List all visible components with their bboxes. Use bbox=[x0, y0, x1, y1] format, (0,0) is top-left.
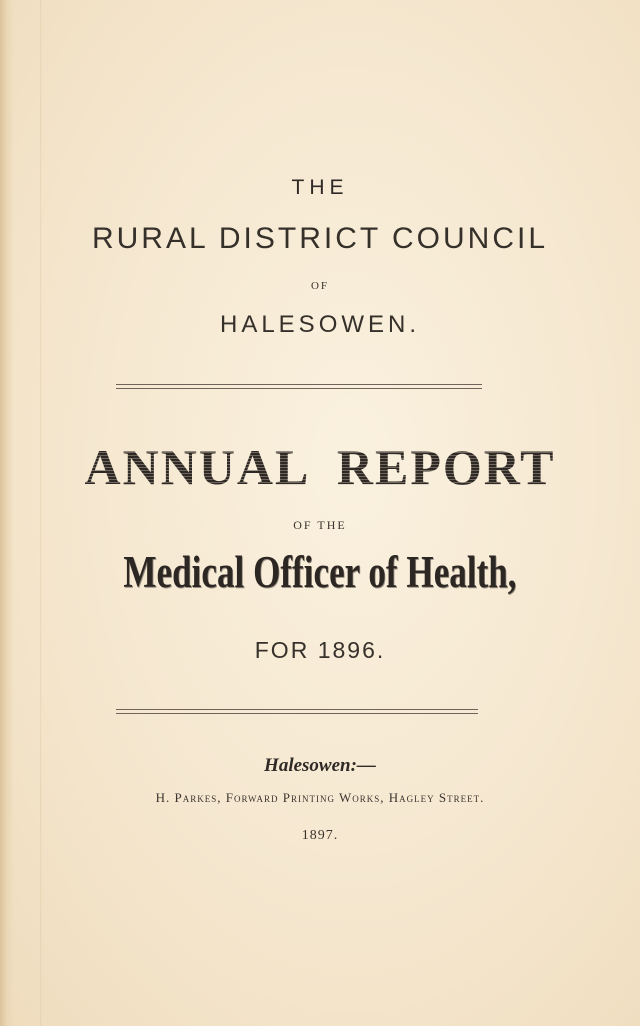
heading-the: THE bbox=[291, 176, 349, 199]
double-rule-top bbox=[116, 384, 482, 389]
heading-town: HALESOWEN. bbox=[219, 311, 421, 338]
officer-title: Medical Officer of Health, bbox=[123, 547, 517, 597]
imprint-place: Halesowen:— bbox=[264, 755, 376, 776]
imprint-year: 1897. bbox=[301, 828, 339, 843]
page-left-edge bbox=[0, 0, 14, 1026]
subheading-of-the: OF THE bbox=[293, 518, 347, 532]
heading-of: OF bbox=[310, 280, 330, 292]
heading-council: RURAL DISTRICT COUNCIL bbox=[91, 222, 549, 255]
imprint-printer: H. Parkes, Forward Printing Works, Hagley Street. bbox=[155, 790, 485, 805]
report-title bbox=[0, 438, 640, 496]
double-rule-bottom bbox=[116, 709, 478, 714]
report-title-report: REPORT bbox=[331, 438, 562, 496]
report-title-annual: ANNUAL bbox=[79, 438, 317, 496]
page-fold-shadow bbox=[40, 0, 42, 1026]
report-year: FOR 1896. bbox=[254, 637, 386, 663]
